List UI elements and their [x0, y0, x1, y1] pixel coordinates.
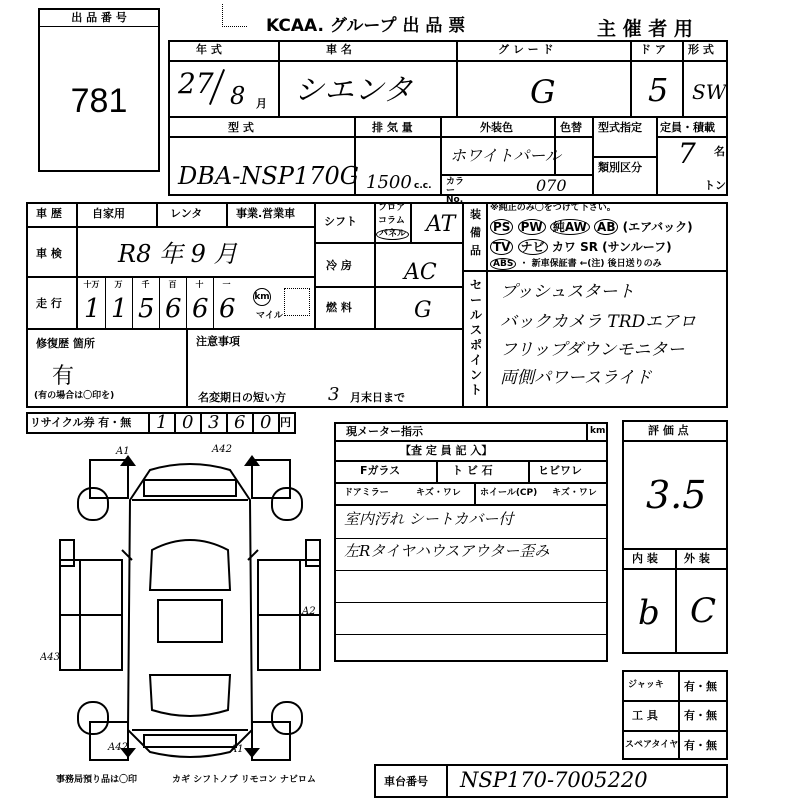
equip-navi: ナビ: [518, 239, 548, 255]
mark-rear-right: A1: [230, 744, 244, 755]
mark-right-side: A2: [302, 606, 316, 617]
equip-tv: TV: [490, 239, 513, 255]
mark-rear-left: A42: [108, 742, 128, 753]
footer-note: 事務局預り品は〇印: [56, 775, 138, 785]
shift-option-column: コラム: [378, 216, 405, 226]
equipment-row1: [490, 218, 693, 235]
wheel-label: ホイール(CP): [480, 488, 538, 498]
mirror-value: キズ・ワレ: [416, 488, 461, 498]
recycle-cell-divider: [200, 412, 202, 434]
mileage-digit: 1: [84, 294, 101, 324]
jack-label: ジャッキ: [628, 680, 664, 690]
sales-label: セールスポイント: [470, 278, 483, 397]
evaluation-label: 評 価 点: [648, 424, 689, 437]
mileage-label: 走 行: [36, 297, 62, 310]
mileage-digit-label: 千: [141, 280, 150, 289]
recycle-digit: 0: [182, 412, 194, 433]
color-label: 外装色: [480, 121, 513, 134]
color-no-label: カラー No.: [446, 177, 465, 205]
crack-label: ヒビワレ: [538, 464, 582, 477]
repair-note: (有の場合は〇印を): [34, 391, 115, 401]
type-label: 型 式: [228, 121, 254, 134]
jack-option: 有・無: [684, 680, 717, 693]
glass-label: Fガラス: [360, 464, 401, 477]
remark-2: 左Rタイヤハウスアウター歪み: [344, 542, 550, 560]
recycle-cell-divider: [252, 412, 254, 434]
mark-front-left: A1: [116, 446, 130, 457]
vin-value: NSP170-7005220: [460, 768, 648, 792]
sales-point-2: バックカメラ TRDエアロ: [500, 312, 697, 332]
month-value: 8: [230, 82, 246, 110]
history-label: 車 歴: [36, 207, 62, 220]
cooler-label: 冷 房: [326, 259, 352, 272]
sales-point-3: フリップダウンモニター: [500, 340, 685, 360]
history-private: 自家用: [92, 207, 125, 220]
mileage-cell-divider: [186, 278, 187, 330]
year-value: 27: [178, 67, 214, 100]
exterior-value: C: [690, 591, 717, 631]
recycle-cell-divider: [226, 412, 228, 434]
ton-unit: トン: [704, 179, 726, 192]
mileage-digit: 6: [192, 294, 209, 324]
recycle-digit: 0: [260, 412, 272, 433]
displacement-value: 1500: [366, 172, 412, 193]
mirror-label: ドアミラー: [344, 488, 389, 498]
wheel-value: キズ・ワレ: [552, 488, 597, 498]
recycle-digit: 6: [234, 412, 246, 433]
equipment-row2: [490, 238, 672, 255]
glass-options: ト ビ 石: [452, 464, 493, 477]
shape-value: SW: [692, 80, 727, 104]
model-value: シエンタ: [294, 73, 413, 108]
lot-number-box: [38, 8, 160, 172]
deadline-suffix: 月末日まで: [350, 391, 405, 404]
shape-label: 形 式: [688, 43, 714, 56]
interior-value: b: [638, 593, 660, 633]
exterior-label: 外 装: [684, 552, 710, 565]
inspector-header: 【査 定 員 記 入】: [400, 444, 493, 457]
history-rental: レンタ: [170, 207, 203, 220]
mileage-digit-label: 十万: [83, 280, 100, 289]
tools-label: 工 具: [632, 709, 658, 722]
equip-pw: PW: [518, 219, 546, 235]
mileage-cell-divider: [132, 278, 133, 330]
color-change-label: 色替: [560, 121, 582, 134]
fuel-value: G: [414, 298, 432, 323]
displacement-label: 排 気 量: [372, 121, 413, 134]
mileage-cell-divider: [105, 278, 106, 330]
mileage-digit: 6: [165, 294, 182, 324]
mileage-cell-divider: [213, 278, 214, 330]
repair-label: 修復歴 箇所: [36, 337, 95, 350]
sales-point-1: プッシュスタート: [500, 282, 635, 302]
shaken-value: R8 年 9 月: [118, 240, 238, 268]
sales-point-4: 両側パワースライド: [500, 368, 652, 388]
grade-value: G: [530, 73, 556, 111]
equip-leather: カワ: [551, 240, 576, 254]
remark-1: 室内汚れ シートカバー付: [344, 510, 514, 528]
tools-option: 有・無: [684, 709, 717, 722]
recycle-digit: 1: [156, 412, 168, 433]
repair-value: 有: [52, 364, 75, 389]
history-business: 事業.営業車: [236, 207, 296, 220]
cc-unit: c.c.: [414, 181, 432, 191]
type-spec-label: 型式指定: [598, 121, 642, 134]
equip-ps: PS: [490, 219, 513, 235]
color-no-value: 070: [536, 176, 567, 195]
cooler-value: AC: [404, 260, 437, 285]
equip-abs: ABS: [490, 258, 516, 270]
car-diagram: [40, 440, 340, 770]
deadline-value: 3: [328, 384, 340, 405]
recycle-cell-divider: [174, 412, 176, 434]
deadline-label: 名変期日の短い方: [198, 391, 286, 404]
month-unit: 月: [256, 97, 267, 110]
meter-label: 現メーター指示: [346, 425, 423, 438]
dotted-mark: [222, 4, 247, 27]
shift-label: シフト: [324, 215, 357, 228]
color-value: ホワイトパール: [450, 146, 561, 165]
spare-option: 有・無: [684, 739, 717, 752]
interior-label: 内 装: [632, 552, 658, 565]
mileage-digit: 5: [138, 294, 155, 324]
dotted-box: [284, 288, 310, 316]
classification-label: 類別区分: [598, 161, 642, 174]
recycle-cell-divider: [148, 412, 150, 434]
shift-option-panel: パネル: [376, 229, 409, 240]
shift-value: AT: [426, 212, 456, 237]
km-unit: km: [253, 288, 271, 306]
type-value: DBA-NSP170G: [178, 162, 359, 190]
recycle-digit: 3: [208, 412, 220, 433]
mark-left-rear: A43: [40, 652, 60, 663]
recycle-label: リサイクル券 有・無: [30, 416, 132, 429]
mileage-cell-divider: [159, 278, 160, 330]
year-label: 年 式: [196, 43, 222, 56]
equip-aw: 純AW: [550, 219, 590, 235]
doors-value: 5: [648, 71, 669, 109]
equipment-row3: [490, 256, 662, 269]
shift-option-floor: フロア: [378, 203, 406, 213]
person-unit: 名: [714, 145, 725, 158]
fuel-label: 燃 料: [326, 301, 352, 314]
meter-unit: km: [590, 426, 606, 436]
evaluation-value: 3.5: [646, 473, 707, 517]
equipment-note: ※純正のみ〇をつけて下さい。: [490, 203, 616, 213]
lot-number-value: 781: [70, 82, 128, 120]
spare-label: スペアタイヤ: [625, 740, 679, 750]
mileage-digit: 1: [111, 294, 128, 324]
doors-label: ド ア: [640, 43, 666, 56]
equip-sr-note: (サンルーフ): [602, 240, 672, 254]
recycle-unit: 円: [280, 416, 291, 429]
shaken-label: 車 検: [36, 247, 62, 260]
equip-ab: AB: [594, 219, 618, 235]
lot-number-label: 出 品 番 号: [40, 10, 158, 27]
mile-unit: マイル: [256, 311, 283, 321]
vin-label: 車台番号: [384, 775, 428, 788]
notes-label: 注意事項: [196, 335, 240, 348]
equip-warranty: ・ 新車保証書 ←(注) 後日送りのみ: [519, 259, 662, 269]
footer-items: カギ シフトノブ リモコン ナビロム: [172, 775, 316, 785]
equip-ab-note: (エアバック): [622, 220, 693, 234]
mileage-digit-label: 十: [195, 280, 204, 289]
mileage-digit-label: 百: [168, 280, 177, 289]
mark-front-right: A42: [212, 444, 232, 455]
mileage-digit: 6: [219, 294, 236, 324]
grade-label: グ レ ー ド: [498, 43, 554, 56]
capacity-label: 定員・積載: [660, 121, 715, 134]
form-title: KCAA. グループ 出 品 票: [266, 16, 466, 36]
model-label: 車 名: [326, 43, 352, 56]
mileage-digit-label: 一: [222, 280, 231, 289]
equipment-label: 装備品: [470, 208, 481, 257]
host-label: 主 催 者 用: [597, 18, 693, 40]
equip-sr: SR: [580, 240, 598, 254]
capacity-value: 7: [678, 137, 696, 170]
mileage-digit-label: 万: [114, 280, 123, 289]
